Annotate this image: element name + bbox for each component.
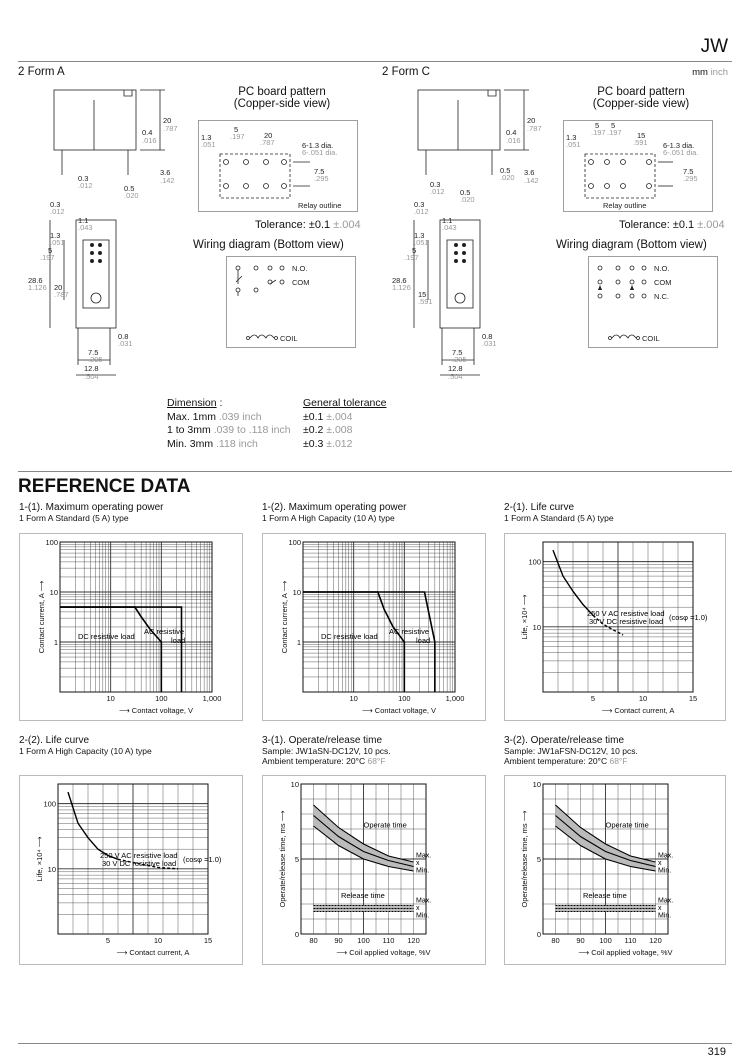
svg-text:1.126: 1.126 <box>392 283 411 292</box>
annotation-label: 30 V DC resistive load <box>589 617 664 626</box>
svg-text:1.1: 1.1 <box>78 216 89 225</box>
left-pcb-title <box>226 86 338 110</box>
svg-text:.197: .197 <box>607 128 622 137</box>
left-tolerance-inch: ±.004 <box>333 219 361 231</box>
tol-inch: ±.004 <box>326 410 353 423</box>
chart-frame <box>262 533 486 721</box>
plot-border <box>60 542 212 692</box>
svg-text:.043: .043 <box>78 223 93 232</box>
right-relay-dimension-drawing <box>384 85 549 385</box>
annotation-label: load <box>171 636 186 645</box>
svg-text:.142: .142 <box>160 176 175 185</box>
right-tolerance-inch: ±.004 <box>697 219 725 231</box>
annotation-label: (cosφ =1.0) <box>183 855 222 864</box>
x-axis-label: ⟶ Coil applied voltage, %V <box>336 948 431 957</box>
y-tick-label: 100 <box>45 538 58 547</box>
left-tolerance-mm: Tolerance: ±0.1 <box>255 219 331 231</box>
y-axis-label: Life, ×10⁴ ⟶ <box>35 836 44 882</box>
svg-text:1.126: 1.126 <box>28 283 47 292</box>
reference-data-heading: REFERENCE DATA <box>18 476 191 497</box>
right-com-label: COM <box>654 278 672 287</box>
svg-text:.295: .295 <box>683 174 698 183</box>
footer-rule <box>18 1043 732 1044</box>
svg-text:.020: .020 <box>500 173 515 182</box>
svg-text:3.6: 3.6 <box>524 168 535 177</box>
svg-text:7.5: 7.5 <box>683 167 694 176</box>
svg-text:.012: .012 <box>78 181 93 190</box>
annotation-label: Operate time <box>605 820 649 830</box>
left-com-label: COM <box>292 278 310 287</box>
units-inch: inch <box>710 67 728 78</box>
dim-mm: Max. 1mm <box>167 410 219 423</box>
svg-text:1.3: 1.3 <box>566 133 577 142</box>
svg-text:.787: .787 <box>163 124 178 133</box>
chart-svg <box>505 776 725 964</box>
left-form-title: 2 Form A <box>18 66 65 78</box>
y-tick-label: 100 <box>528 557 541 567</box>
svg-text:20: 20 <box>264 131 273 140</box>
dimension-head: Dimension <box>167 397 217 409</box>
annotation-label: Release time <box>583 891 627 900</box>
y-tick-label: 0 <box>294 930 299 939</box>
right-tolerance <box>619 219 725 231</box>
svg-text:.504: .504 <box>84 372 99 381</box>
y-tick-label: 1 <box>53 638 58 647</box>
tol-inch: ±.012 <box>326 437 353 450</box>
chart-title-block <box>19 502 164 523</box>
page-number: 319 <box>707 1046 726 1058</box>
x-tick-label: 1,000 <box>445 694 465 703</box>
left-relay-outline-label: Relay outline <box>298 201 342 210</box>
svg-text:0.4: 0.4 <box>142 128 153 137</box>
svg-text:.787: .787 <box>54 290 69 299</box>
annotation-label: DC resistive load <box>321 632 378 641</box>
svg-text:0.8: 0.8 <box>118 332 129 341</box>
left-pcb-pattern <box>198 120 358 215</box>
series-name: JW <box>700 36 728 57</box>
chart-subtitle-2: Ambient temperature: 20°C <box>262 756 366 766</box>
x-tick-label: 5 <box>105 936 111 945</box>
svg-text:.012: .012 <box>414 207 429 216</box>
tol-inch: ±.008 <box>326 424 353 436</box>
svg-text:6-1.3 dia.: 6-1.3 dia. <box>663 141 695 150</box>
chart-svg <box>20 534 242 720</box>
right-pcb-pattern <box>563 120 713 215</box>
x-tick-label: 10 <box>106 694 115 703</box>
svg-text:.295: .295 <box>88 355 103 364</box>
chart-subtitle: 1 Form A High Capacity (10 A) type <box>262 513 395 523</box>
header-rule <box>18 61 732 62</box>
chart-title-block <box>504 502 614 523</box>
right-pcb-title-2: (Copper-side view) <box>592 98 690 110</box>
x-tick-label: 120 <box>407 936 420 945</box>
tol-mm: ±0.1 <box>303 410 327 423</box>
svg-text:20: 20 <box>54 283 63 292</box>
chart-subtitle: 1 Form A Standard (5 A) type <box>504 513 614 523</box>
tol-mm: ±0.3 <box>303 437 327 450</box>
dim-mm: Min. 3mm <box>167 437 217 450</box>
chart-frame <box>262 775 486 965</box>
y-tick-label: 100 <box>43 799 56 809</box>
left-wiring-title: Wiring diagram (Bottom view) <box>193 239 344 251</box>
dimension-table-header <box>167 397 386 411</box>
svg-text:.504: .504 <box>448 372 463 381</box>
annotation-label: Min. <box>416 912 430 920</box>
annotation-label: DC resistive load <box>78 632 135 641</box>
svg-text:28.6: 28.6 <box>28 276 43 285</box>
annotation-label: Min. <box>658 912 672 920</box>
svg-text:1.1: 1.1 <box>442 216 453 225</box>
svg-text:6-.051 dia.: 6-.051 dia. <box>663 148 699 157</box>
svg-text:.051: .051 <box>414 238 429 247</box>
svg-text:.295: .295 <box>314 174 329 183</box>
svg-text:0.3: 0.3 <box>50 200 61 209</box>
chart-frame <box>19 533 243 721</box>
y-tick-label: 10 <box>290 780 299 789</box>
dim-mm: 1 to 3mm <box>167 424 214 436</box>
chart-subtitle: Sample: JW1aFSN-DC12V, 10 pcs. <box>504 746 638 756</box>
annotation-label: Max. <box>658 897 674 905</box>
y-axis-label: Operate/release time, ms ⟶ <box>520 810 529 908</box>
svg-text:20: 20 <box>163 116 172 125</box>
left-tolerance <box>255 219 361 231</box>
svg-text:0.4: 0.4 <box>506 128 517 137</box>
x-tick-label: 15 <box>203 936 213 945</box>
svg-text:0.5: 0.5 <box>500 166 511 175</box>
x-tick-label: 5 <box>590 694 596 703</box>
svg-text:1.3: 1.3 <box>201 133 212 142</box>
svg-text:0.5: 0.5 <box>460 188 471 197</box>
annotation-label: Min. <box>658 867 672 875</box>
tolerance-head: General tolerance <box>303 397 387 409</box>
svg-text:6-1.3 dia.: 6-1.3 dia. <box>302 141 334 150</box>
svg-text:3.6: 3.6 <box>160 168 171 177</box>
x-tick-label: 10 <box>349 694 358 703</box>
right-wiring-diagram <box>588 256 718 351</box>
chart-title-block <box>504 735 638 766</box>
right-coil-label: COIL <box>642 334 660 343</box>
chart-frame <box>504 533 726 721</box>
x-tick-label: 110 <box>624 936 637 945</box>
svg-text:.043: .043 <box>442 223 457 232</box>
svg-text:5: 5 <box>48 246 53 255</box>
x-tick-label: 80 <box>551 936 560 945</box>
svg-text:20: 20 <box>527 116 536 125</box>
y-tick-label: 10 <box>532 780 541 789</box>
x-axis-label: ⟶ Contact current, A <box>116 948 190 957</box>
left-no-label: N.O. <box>292 264 308 273</box>
chart-title-block <box>19 735 152 756</box>
x-axis-label: ⟶ Contact current, A <box>601 706 675 715</box>
svg-text:.016: .016 <box>506 136 521 145</box>
dimension-row <box>167 411 386 425</box>
chart-subtitle: Sample: JW1aSN-DC12V, 10 pcs. <box>262 746 391 756</box>
svg-text:7.5: 7.5 <box>88 348 99 357</box>
dim-inch: .118 inch <box>216 437 258 450</box>
chart-subtitle-2-f: 68°F <box>609 756 628 766</box>
y-tick-label: 5 <box>536 855 541 864</box>
annotation-label: Operate time <box>363 820 407 830</box>
y-axis-label: Life, ×10⁴ ⟶ <box>520 594 529 640</box>
annotation-label: 250 V AC resistive load <box>100 851 178 860</box>
annotation-label: AC resistive <box>144 627 185 636</box>
dim-inch: .039 inch <box>218 410 262 423</box>
y-tick-label: 100 <box>288 538 301 547</box>
y-axis-label: Contact current, A ⟶ <box>37 580 46 654</box>
y-tick-label: 10 <box>532 622 541 632</box>
y-tick-label: 0 <box>536 930 541 939</box>
annotation-label: Max. <box>416 852 432 860</box>
svg-text:.031: .031 <box>118 339 133 348</box>
section-rule <box>18 471 732 472</box>
annotation-label: Min. <box>416 867 430 875</box>
svg-text:0.5: 0.5 <box>124 184 135 193</box>
chart-frame <box>504 775 726 965</box>
svg-text:15: 15 <box>637 131 646 140</box>
x-tick-label: 80 <box>309 936 318 945</box>
y-tick-label: 10 <box>292 588 301 597</box>
dimension-row <box>167 424 386 438</box>
annotation-label: Max. <box>658 852 674 860</box>
x-axis-label: ⟶ Contact voltage, V <box>361 706 437 715</box>
right-form-title: 2 Form C <box>382 66 430 78</box>
x-tick-label: 10 <box>153 936 163 945</box>
annotation-label: x <box>658 905 662 912</box>
svg-text:5: 5 <box>412 246 417 255</box>
chart-title: 3-(2). Operate/release time <box>504 735 625 746</box>
dimension-head-colon: : <box>216 397 223 409</box>
svg-text:12.8: 12.8 <box>84 364 99 373</box>
svg-text:1.3: 1.3 <box>50 231 61 240</box>
svg-text:.295: .295 <box>452 355 467 364</box>
series-line <box>60 607 181 692</box>
svg-text:5: 5 <box>611 121 616 130</box>
annotation-label: 30 V DC resistive load <box>102 859 177 868</box>
svg-text:7.5: 7.5 <box>314 167 325 176</box>
tol-mm: ±0.2 <box>303 424 327 436</box>
x-tick-label: 100 <box>599 936 612 945</box>
svg-text:.031: .031 <box>482 339 497 348</box>
dimension-row <box>167 438 386 452</box>
dim-inch: .039 to .118 inch <box>213 424 291 436</box>
right-relay-outline-label: Relay outline <box>603 201 647 210</box>
units-mm: mm <box>692 67 708 78</box>
annotation-label: Release time <box>341 891 385 900</box>
x-tick-label: 100 <box>357 936 370 945</box>
svg-text:6-.051 dia.: 6-.051 dia. <box>302 148 338 157</box>
svg-text:12.8: 12.8 <box>448 364 463 373</box>
x-tick-label: 90 <box>576 936 585 945</box>
y-axis-label: Operate/release time, ms ⟶ <box>278 810 287 908</box>
svg-text:.051: .051 <box>566 140 581 149</box>
left-pcb-title-1: PC board pattern <box>238 86 326 98</box>
annotation-label: x <box>416 860 420 867</box>
x-tick-label: 10 <box>638 694 648 703</box>
y-tick-label: 1 <box>296 638 301 647</box>
svg-text:0.3: 0.3 <box>78 174 89 183</box>
annotation-label: x <box>416 905 420 912</box>
svg-text:.787: .787 <box>527 124 542 133</box>
svg-text:28.6: 28.6 <box>392 276 407 285</box>
y-tick-label: 10 <box>49 588 58 597</box>
svg-text:7.5: 7.5 <box>452 348 463 357</box>
chart-svg <box>263 534 485 720</box>
svg-text:.197: .197 <box>591 128 606 137</box>
svg-text:.020: .020 <box>460 195 475 204</box>
x-axis-label: ⟶ Coil applied voltage, %V <box>578 948 673 957</box>
left-pcb-title-2: (Copper-side view) <box>233 98 331 110</box>
svg-text:1.3: 1.3 <box>414 231 425 240</box>
x-tick-label: 100 <box>398 694 411 703</box>
right-no-label: N.O. <box>654 264 670 273</box>
annotation-label: Max. <box>416 897 432 905</box>
svg-text:.012: .012 <box>50 207 65 216</box>
annotation-label: AC resistive <box>389 627 430 636</box>
chart-title: 1-(2). Maximum operating power <box>262 502 407 513</box>
chart-title: 3-(1). Operate/release time <box>262 735 383 746</box>
right-nc-label: N.C. <box>654 292 669 301</box>
chart-frame <box>19 775 243 965</box>
chart-subtitle: 1 Form A High Capacity (10 A) type <box>19 746 152 756</box>
svg-text:.591: .591 <box>418 297 433 306</box>
chart-title: 1-(1). Maximum operating power <box>19 502 164 513</box>
svg-text:.197: .197 <box>404 253 419 262</box>
svg-text:0.3: 0.3 <box>414 200 425 209</box>
right-tolerance-mm: Tolerance: ±0.1 <box>619 219 695 231</box>
svg-text:.051: .051 <box>201 140 216 149</box>
svg-text:0.3: 0.3 <box>430 180 441 189</box>
chart-svg <box>505 534 725 720</box>
chart-title: 2-(1). Life curve <box>504 502 575 513</box>
plot-border <box>303 542 455 692</box>
left-coil-label: COIL <box>280 334 298 343</box>
x-tick-label: 15 <box>688 694 698 703</box>
svg-text:.197: .197 <box>40 253 55 262</box>
svg-text:.142: .142 <box>524 176 539 185</box>
svg-text:5: 5 <box>595 121 600 130</box>
chart-title-block <box>262 735 391 766</box>
svg-text:0.8: 0.8 <box>482 332 493 341</box>
y-tick-label: 5 <box>294 855 299 864</box>
dimension-tolerance-table <box>167 397 386 451</box>
svg-text:.051: .051 <box>50 238 65 247</box>
annotation-label: (cosφ =1.0) <box>669 613 708 622</box>
x-axis-label: ⟶ Contact voltage, V <box>118 706 194 715</box>
y-axis-label: Contact current, A ⟶ <box>280 580 289 654</box>
chart-subtitle: 1 Form A Standard (5 A) type <box>19 513 129 523</box>
x-tick-label: 100 <box>155 694 168 703</box>
svg-text:.591: .591 <box>633 138 648 147</box>
svg-text:.787: .787 <box>260 138 275 147</box>
annotation-label: 250 V AC resistive load <box>587 609 665 618</box>
y-tick-label: 10 <box>47 864 56 874</box>
x-tick-label: 1,000 <box>202 694 222 703</box>
svg-text:.012: .012 <box>430 187 445 196</box>
x-tick-label: 90 <box>334 936 343 945</box>
chart-subtitle-2: Ambient temperature: 20°C <box>504 756 608 766</box>
annotation-label: x <box>658 860 662 867</box>
right-pcb-title <box>585 86 697 110</box>
svg-text:5: 5 <box>234 125 239 134</box>
right-wiring-title: Wiring diagram (Bottom view) <box>556 239 707 251</box>
svg-text:.197: .197 <box>230 132 245 141</box>
units-label <box>692 67 728 78</box>
chart-title-block <box>262 502 407 523</box>
chart-title: 2-(2). Life curve <box>19 735 90 746</box>
right-pcb-title-1: PC board pattern <box>597 86 685 98</box>
x-tick-label: 110 <box>382 936 395 945</box>
left-relay-dimension-drawing <box>20 85 185 385</box>
svg-text:15: 15 <box>418 290 427 299</box>
chart-subtitle-2-f: 68°F <box>367 756 386 766</box>
chart-svg <box>20 776 242 964</box>
annotation-label: load <box>416 636 431 645</box>
svg-text:.016: .016 <box>142 136 157 145</box>
svg-text:.020: .020 <box>124 191 139 200</box>
chart-svg <box>263 776 485 964</box>
left-wiring-diagram <box>226 256 356 351</box>
x-tick-label: 120 <box>649 936 662 945</box>
